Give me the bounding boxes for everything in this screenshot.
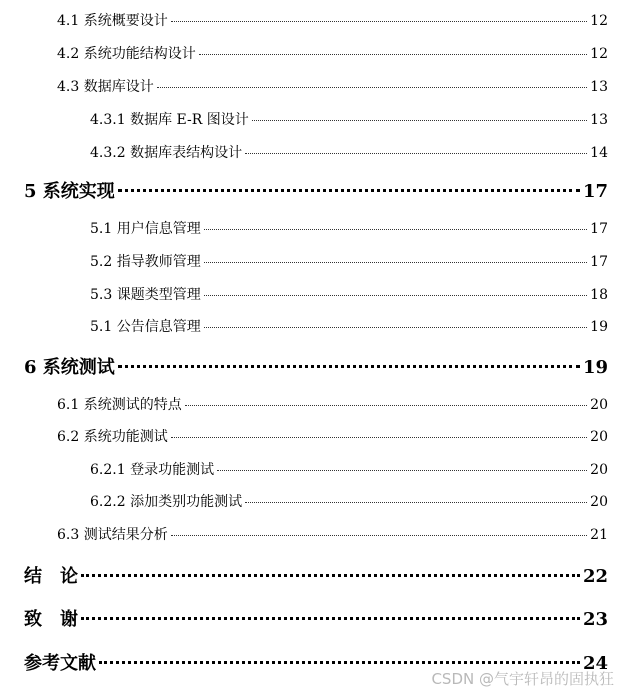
dot-leader [157,87,587,88]
toc-page-number: 20 [590,494,608,510]
toc-entry-4-3-1[interactable] [90,109,608,129]
toc-entry-6-3[interactable] [57,524,608,544]
dot-leader [171,21,587,22]
toc-entry-6-2-2[interactable] [90,491,608,511]
toc-label: 6.2 系统功能测试 [57,429,168,445]
toc-entry-4-3[interactable] [57,76,608,96]
toc-entry-6-1[interactable] [57,394,608,414]
toc-acknowledgements[interactable] [24,605,608,633]
toc-page-number: 14 [590,145,608,161]
toc-page-number: 13 [590,79,608,95]
toc-chapter-5[interactable] [24,177,608,205]
toc-label: 结 论 [24,566,78,587]
toc-label: 6.2.2 添加类别功能测试 [90,494,243,510]
toc-page-number: 19 [582,357,608,378]
toc-label: 6 系统测试 [24,357,115,378]
toc-label: 5 系统实现 [24,181,115,202]
dot-leader [245,502,587,503]
toc-page-number: 23 [582,609,608,630]
toc-page-number: 17 [590,221,608,237]
toc-page-number: 19 [590,319,608,335]
dot-leader [204,262,587,263]
toc-label: 5.1 公告信息管理 [90,319,201,335]
toc-label: 参考文献 [24,653,96,674]
toc-page-number: 17 [582,181,608,202]
dot-leader [204,327,587,328]
toc-conclusion[interactable] [24,562,608,590]
toc-entry-5-1-notice[interactable] [90,316,608,336]
toc-label: 4.2 系统功能结构设计 [57,46,196,62]
toc-entry-5-3[interactable] [90,284,608,304]
dot-leader [252,120,587,121]
dot-leader [171,535,587,536]
toc-entry-4-2[interactable] [57,43,608,63]
dot-leader [204,229,587,230]
toc-chapter-6[interactable] [24,353,608,381]
dot-leader [245,153,587,154]
toc-label: 致 谢 [24,609,78,630]
dot-leader [118,365,580,368]
toc-label: 4.3.2 数据库表结构设计 [90,145,243,161]
toc-page-number: 12 [590,46,608,62]
toc-page-number: 20 [590,397,608,413]
toc-entry-5-1[interactable] [90,218,608,238]
dot-leader [118,189,580,192]
toc-entry-6-2[interactable] [57,426,608,446]
toc-page-number: 24 [582,653,608,674]
toc-label: 6.3 测试结果分析 [57,527,168,543]
dot-leader [217,470,587,471]
toc-label: 4.3.1 数据库 E-R 图设计 [90,112,249,128]
toc-label: 5.3 课题类型管理 [90,287,201,303]
toc-label: 5.2 指导教师管理 [90,254,201,270]
toc-page-number: 13 [590,112,608,128]
toc-label: 4.1 系统概要设计 [57,13,168,29]
dot-leader [99,661,580,664]
toc-page-number: 17 [590,254,608,270]
toc-page-number: 12 [590,13,608,29]
toc-page-number: 21 [590,527,608,543]
dot-leader [185,405,587,406]
toc-entry-4-3-2[interactable] [90,142,608,162]
toc-page-number: 20 [590,462,608,478]
toc-page-number: 18 [590,287,608,303]
dot-leader [204,295,587,296]
csdn-watermark: CSDN @气宇轩昂的固执狂 [431,670,614,688]
toc-label: 6.2.1 登录功能测试 [90,462,215,478]
dot-leader [199,54,587,55]
toc-page-number: 22 [582,566,608,587]
toc-label: 6.1 系统测试的特点 [57,397,182,413]
toc-entry-5-2[interactable] [90,251,608,271]
toc-label: 5.1 用户信息管理 [90,221,201,237]
dot-leader [81,574,580,577]
toc-entry-4-1[interactable] [57,10,608,30]
toc-page-number: 20 [590,429,608,445]
dot-leader [171,437,587,438]
toc-label: 4.3 数据库设计 [57,79,154,95]
dot-leader [81,617,580,620]
toc-entry-6-2-1[interactable] [90,459,608,479]
